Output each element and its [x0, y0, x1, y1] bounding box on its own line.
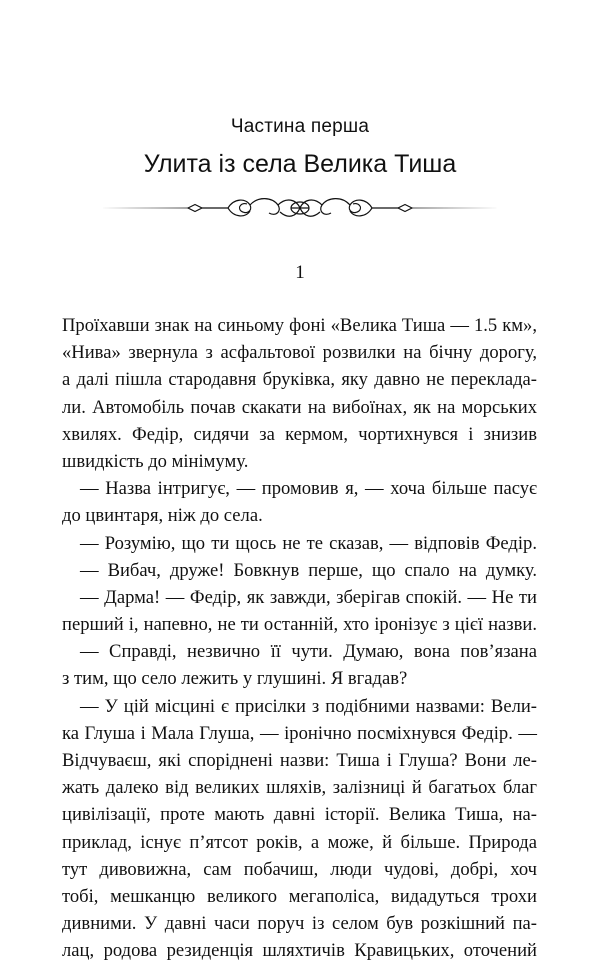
text-line: жать далеко від великих шляхів, залізниці й багатьох благ: [62, 777, 537, 799]
text-line: хвилях. Федір, сидячи за кермом, чортихнувся і знизив: [62, 423, 537, 445]
text-line: дивними. У давні часи поруч із селом був розкішний па-: [62, 913, 537, 935]
text-line: ка Глуша і Мала Глуша, — іронічно посміхнувся Федір. —: [62, 722, 537, 744]
text-line: — Справді, незвично її чути. Думаю, вона пов’язана: [80, 641, 537, 663]
text-line: Проїхавши знак на синьому фоні «Велика Тиша — 1.5 км»,: [62, 315, 537, 336]
ornamental-divider: [100, 193, 500, 223]
text-line: тобі, мешканцю великого мегаполіса, видадуться трохи: [62, 885, 537, 907]
text-line: перший і, напевно, не ти останній, хто іронізує з цієї назви.: [62, 614, 537, 636]
text-line: — Назва інтригує, — промовив я, — хоча більше пасує: [80, 478, 537, 500]
text-line: цивілізації, проте мають давні історії. Велика Тиша, на-: [62, 804, 537, 826]
text-line: до цвинтаря, ніж до села.: [62, 505, 263, 527]
text-line: ли. Автомобіль почав скакати на вибоїнах, як на морських: [62, 396, 537, 418]
text-line: з тим, що село лежить у глушині. Я вгадав?: [62, 668, 408, 690]
part-label: Частина перша: [230, 116, 370, 137]
text-line: — Розумію, що ти щось не те сказав, — відповів Федір.: [80, 532, 537, 554]
text-line: а далі пішла стародавня бруківка, яку давно не переклада-: [62, 369, 537, 391]
text-line: швидкість до мінімуму.: [62, 450, 249, 472]
chapter-title: Улита із села Велика Тиша: [143, 150, 457, 178]
body-text: [62, 312, 537, 965]
text-line: — Дарма! — Федір, як завжди, зберігав спокій. — Не ти: [80, 586, 537, 608]
text-line: Відчуваєш, які споріднені назви: Тиша і Глуша? Вони ле-: [62, 750, 537, 771]
text-line: «Нива» звернула з асфальтової розвилки на бічну дорогу,: [62, 342, 537, 364]
text-line: приклад, існує п’ятсот років, а може, й більше. Природа: [62, 831, 537, 853]
text-line: тут дивовижна, сам побачиш, люди чудові, добрі, хоч: [62, 858, 537, 880]
text-line: — У цій місцині є присілки з подібними назвами: Вели-: [80, 695, 537, 717]
section-number: 1: [295, 262, 305, 283]
text-line: — Вибач, друже! Бовкнув перше, що спало на думку.: [80, 559, 537, 581]
text-line: лац, родова резиденція шляхтичів Кравицьких, оточений: [62, 940, 537, 962]
